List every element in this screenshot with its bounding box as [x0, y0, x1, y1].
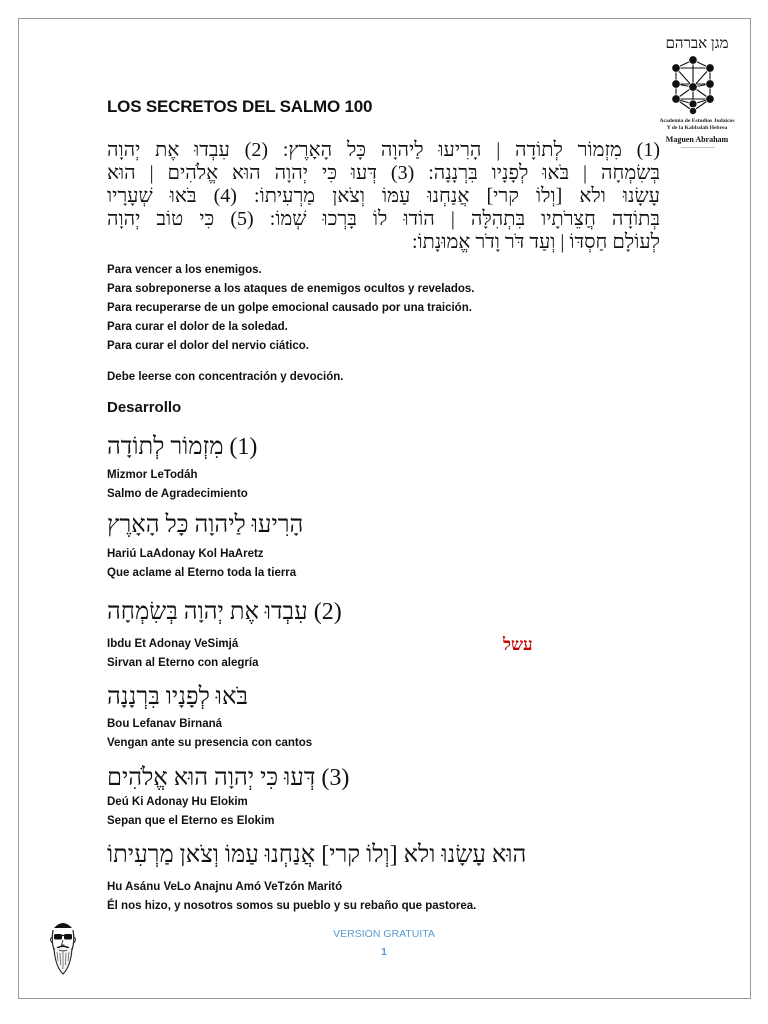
verse-section: [107, 682, 312, 753]
psalm-hebrew-text: [107, 139, 660, 254]
verse-translation: Él nos hizo, y nosotros somos su pueblo y su rebaño que pastorea.: [107, 900, 477, 912]
margin-note: עשל: [503, 635, 533, 654]
verse-section: [107, 432, 257, 504]
purpose-list: [107, 261, 475, 356]
page-footer: [0, 927, 768, 959]
reading-instruction: Debe leerse con concentración y devoción.: [107, 371, 344, 383]
verse-hebrew: (1) מִזְמוֹר לְתוֹדָה: [107, 434, 258, 460]
psalm-line: (1) מִזְמוֹר לְתוֹדָה | הָרִיעוּ לַיהוָה כָּל הָאָרֶץ: (2) עִבְדוּ אֶת יְהוָה: [107, 139, 661, 161]
verse-translation: Sirvan al Eterno con alegría: [107, 657, 259, 669]
verse-transliteration: Ibdu Et Adonay VeSimjá: [107, 638, 239, 650]
verse-section: [107, 597, 342, 673]
purpose-item: Para curar el dolor de la soledad.: [107, 321, 288, 333]
page-number: 1: [381, 946, 387, 958]
verse-transliteration: Hariú LaAdonay Kol HaAretz: [107, 548, 264, 560]
logo-subtitle-line: Y de la Kabbalah Hebrea: [666, 125, 728, 131]
document-title: LOS SECRETOS DEL SALMO 100: [107, 97, 373, 116]
logo-name: Maguen Abraham: [665, 135, 729, 144]
logo-academy-line: Academia de Estudios Judaicos: [659, 118, 735, 124]
verse-transliteration: Bou Lefanav Birnaná: [107, 718, 223, 730]
purpose-item: Para curar el dolor del nervio ciático.: [107, 340, 309, 352]
maguen-abraham-logo: [650, 34, 744, 156]
verse-transliteration: Hu Asánu VeLo Anajnu Amó VeTzón Maritó: [107, 881, 343, 893]
free-version-label: VERSION GRATUITA: [333, 928, 435, 940]
logo-hebrew-title: מגן אברהם: [665, 36, 729, 52]
psalm-line: עָשָׂנוּ ולא [וְלוֹ קרי] אֲנַחְנוּ עַמּוֹ וְצֹאן מַרְעִיתוֹ: (4) בֹּאוּ שְׁעָרָיו: [107, 185, 660, 207]
verse-section: [107, 763, 349, 831]
verse-hebrew: הוּא עָשָׂנוּ ולא [וְלוֹ קרי] אֲנַחְנוּ עַמּוֹ וְצֹאן מַרְעִיתוֹ: [107, 842, 527, 868]
verse-translation: Salmo de Agradecimiento: [107, 488, 248, 500]
purpose-item: Para vencer a los enemigos.: [107, 264, 262, 276]
purpose-item: Para recuperarse de un golpe emocional causado por una traición.: [107, 302, 472, 314]
verse-hebrew: (2) עִבְדוּ אֶת יְהוָה בְּשִׂמְחָה: [107, 599, 342, 625]
verse-translation: Vengan ante su presencia con cantos: [107, 737, 313, 749]
verse-translation: Sepan que el Eterno es Elokim: [107, 815, 275, 827]
psalm-line: לְעוֹלָם חַסְדּוֹ | וְעַד דֹּר וָדֹר אֱמוּנָתוֹ:: [412, 231, 660, 253]
verse-translation: Que aclame al Eterno toda la tierra: [107, 567, 297, 579]
purpose-item: Para sobreponerse a los ataques de enemigos ocultos y revelados.: [107, 283, 475, 295]
psalm-line: בְּשִׂמְחָה | בֹּאוּ לְפָנָיו בִּרְנָנָה: (3) דְּעוּ כִּי יְהוָה הוּא אֱלֹהִים | הוּא: [107, 162, 660, 184]
tree-of-life-icon: [668, 55, 718, 115]
logo-contact-line: [681, 147, 715, 148]
verse-transliteration: Mizmor LeTodáh: [107, 469, 198, 481]
psalm-line: בְּתוֹדָה חֲצֵרֹתָיו בִּתְהִלָּה | הוֹדוּ לוֹ בָּרְכוּ שְׁמוֹ: (5) כִּי טוֹב יְהוָה: [107, 208, 660, 230]
verse-hebrew: הָרִיעוּ לַיהוָה כָּל הָאָרֶץ: [107, 512, 304, 538]
verse-transliteration: Deú Ki Adonay Hu Elokim: [107, 796, 248, 808]
verse-section: [107, 840, 526, 916]
verse-hebrew: בֹּאוּ לְפָנָיו בִּרְנָנָה: [107, 684, 248, 710]
verse-section: [107, 510, 303, 583]
verse-hebrew: (3) דְּעוּ כִּי יְהוָה הוּא אֱלֹהִים: [107, 765, 350, 791]
section-heading: Desarrollo: [107, 399, 182, 416]
